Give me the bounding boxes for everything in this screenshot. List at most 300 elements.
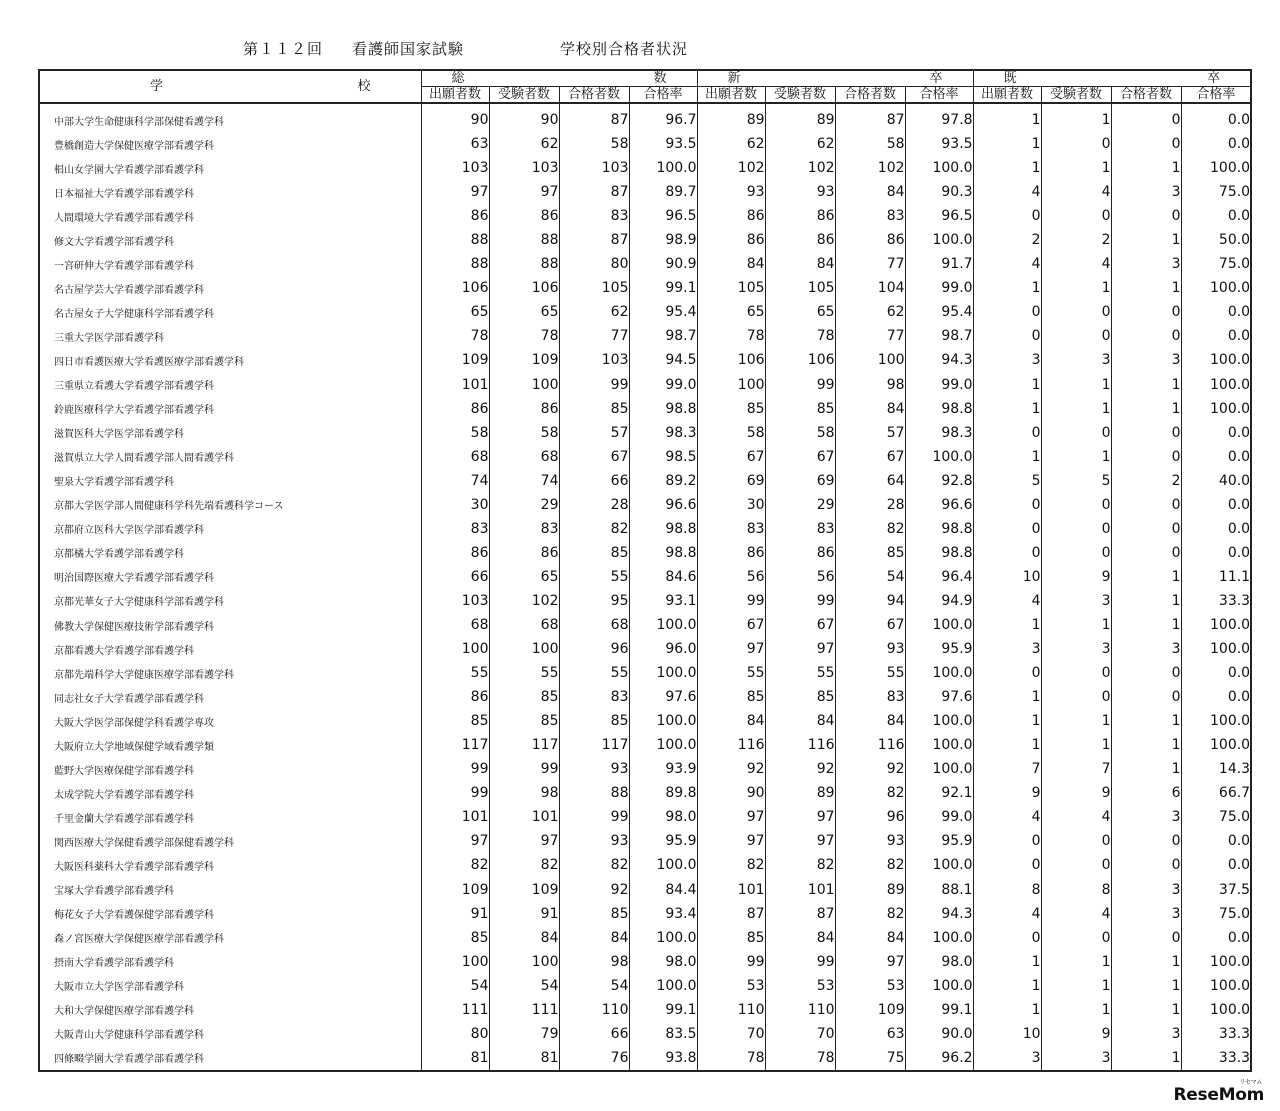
value-cell: 100: [489, 373, 559, 397]
value-cell: 1: [1111, 1046, 1181, 1071]
value-cell: 103: [421, 156, 489, 180]
value-cell: 92.1: [905, 781, 973, 805]
value-cell: 88: [559, 781, 629, 805]
value-cell: 82: [559, 517, 629, 541]
value-cell: 100.0: [629, 661, 697, 685]
school-name-cell: 大和大学保健医療学部看護学科: [54, 1006, 194, 1018]
value-cell: 0.0: [1181, 132, 1251, 156]
value-cell: 80: [421, 1022, 489, 1046]
value-cell: 97: [421, 829, 489, 853]
value-cell: 95: [559, 589, 629, 613]
value-cell: 86: [697, 541, 765, 565]
value-cell: 0: [1041, 493, 1111, 517]
value-cell: 0: [1111, 661, 1181, 685]
value-cell: 68: [559, 613, 629, 637]
table-row: [39, 805, 1251, 829]
value-cell: 54: [559, 974, 629, 998]
school-name-cell: 修文大学看護学部看護学科: [54, 236, 174, 248]
value-cell: 82: [835, 902, 905, 926]
value-cell: 67: [835, 445, 905, 469]
value-cell: 54: [835, 565, 905, 589]
value-cell: 87: [559, 228, 629, 252]
value-cell: 98: [489, 781, 559, 805]
value-cell: 2: [973, 228, 1041, 252]
value-cell: 109: [835, 998, 905, 1022]
subheader-cell: 合格率: [905, 87, 973, 104]
value-cell: 65: [489, 300, 559, 324]
table-row: [39, 709, 1251, 733]
value-cell: 58: [835, 132, 905, 156]
value-cell: 100: [489, 637, 559, 661]
value-cell: 28: [559, 493, 629, 517]
value-cell: 0.0: [1181, 541, 1251, 565]
group-new-right: 卒: [929, 71, 943, 86]
value-cell: 1: [1111, 565, 1181, 589]
value-cell: 106: [697, 348, 765, 372]
value-cell: 0: [1041, 926, 1111, 950]
value-cell: 90.0: [905, 1022, 973, 1046]
value-cell: 0: [973, 324, 1041, 348]
value-cell: 84: [765, 252, 835, 276]
value-cell: 84: [489, 926, 559, 950]
value-cell: 1: [1111, 974, 1181, 998]
value-cell: 110: [697, 998, 765, 1022]
value-cell: 109: [489, 878, 559, 902]
value-cell: 98.0: [629, 805, 697, 829]
value-cell: 84: [697, 252, 765, 276]
value-cell: 4: [973, 805, 1041, 829]
value-cell: 9: [1041, 781, 1111, 805]
subheader-cell: 受験者数: [1041, 87, 1111, 104]
value-cell: 1: [1041, 733, 1111, 757]
school-name-cell: 一宮研伸大学看護学部看護学科: [54, 260, 194, 272]
value-cell: 1: [1111, 733, 1181, 757]
value-cell: 0.0: [1181, 853, 1251, 877]
value-cell: 2: [1041, 228, 1111, 252]
value-cell: 68: [489, 445, 559, 469]
school-name-cell: 京都府立医科大学医学部看護学科: [54, 525, 204, 537]
school-name-cell: 聖泉大学看護学部看護学科: [54, 477, 174, 489]
value-cell: 98.3: [905, 421, 973, 445]
value-cell: 91: [421, 902, 489, 926]
value-cell: 100.0: [905, 733, 973, 757]
value-cell: 1: [973, 156, 1041, 180]
value-cell: 100.0: [629, 156, 697, 180]
value-cell: 8: [973, 878, 1041, 902]
value-cell: 86: [421, 204, 489, 228]
value-cell: 86: [489, 397, 559, 421]
value-cell: 0: [1041, 541, 1111, 565]
value-cell: 85: [421, 926, 489, 950]
value-cell: 95.9: [629, 829, 697, 853]
value-cell: 103: [559, 156, 629, 180]
value-cell: 91: [489, 902, 559, 926]
value-cell: 2: [1111, 469, 1181, 493]
table-row: [39, 493, 1251, 517]
value-cell: 1: [1041, 998, 1111, 1022]
value-cell: 86: [765, 541, 835, 565]
value-cell: 89.7: [629, 180, 697, 204]
value-cell: 3: [1111, 252, 1181, 276]
group-past-left: 既: [1003, 71, 1017, 86]
table-row: [39, 853, 1251, 877]
value-cell: 98.0: [629, 950, 697, 974]
table-row: [39, 156, 1251, 180]
value-cell: 3: [1111, 180, 1181, 204]
value-cell: 93.4: [629, 902, 697, 926]
value-cell: 100.0: [905, 926, 973, 950]
value-cell: 6: [1111, 781, 1181, 805]
value-cell: 99: [765, 950, 835, 974]
value-cell: 116: [835, 733, 905, 757]
value-cell: 1: [1111, 228, 1181, 252]
value-cell: 65: [489, 565, 559, 589]
value-cell: 101: [489, 805, 559, 829]
value-cell: 85: [489, 685, 559, 709]
value-cell: 58: [765, 421, 835, 445]
value-cell: 80: [559, 252, 629, 276]
value-cell: 55: [559, 661, 629, 685]
value-cell: 0.0: [1181, 324, 1251, 348]
table-row: [39, 998, 1251, 1022]
value-cell: 63: [835, 1022, 905, 1046]
value-cell: 101: [421, 373, 489, 397]
value-cell: 83: [559, 204, 629, 228]
value-cell: 93: [559, 757, 629, 781]
value-cell: 1: [1111, 589, 1181, 613]
value-cell: 84: [835, 397, 905, 421]
value-cell: 100.0: [1181, 156, 1251, 180]
value-cell: 86: [697, 204, 765, 228]
value-cell: 29: [489, 493, 559, 517]
value-cell: 83: [835, 204, 905, 228]
school-name-cell: 藍野大学医療保健学部看護学科: [54, 765, 194, 777]
value-cell: 110: [559, 998, 629, 1022]
value-cell: 75.0: [1181, 180, 1251, 204]
value-cell: 105: [697, 276, 765, 300]
value-cell: 5: [973, 469, 1041, 493]
value-cell: 100.0: [1181, 998, 1251, 1022]
value-cell: 85: [835, 541, 905, 565]
value-cell: 83: [697, 517, 765, 541]
value-cell: 82: [835, 781, 905, 805]
school-name-cell: 人間環境大学看護学部看護学科: [54, 212, 194, 224]
value-cell: 30: [421, 493, 489, 517]
value-cell: 9: [1041, 1022, 1111, 1046]
value-cell: 62: [489, 132, 559, 156]
value-cell: 111: [421, 998, 489, 1022]
value-cell: 86: [489, 541, 559, 565]
table-row: [39, 685, 1251, 709]
value-cell: 1: [1111, 276, 1181, 300]
value-cell: 0: [1111, 541, 1181, 565]
value-cell: 96.0: [629, 637, 697, 661]
value-cell: 100.0: [1181, 276, 1251, 300]
table-row: [39, 228, 1251, 252]
school-name-cell: 大阪大学医学部保健学科看護学専攻: [54, 717, 214, 729]
value-cell: 100.0: [629, 926, 697, 950]
school-name-cell: 明治国際医療大学看護学部看護学科: [54, 573, 214, 585]
value-cell: 87: [559, 180, 629, 204]
school-name-cell: 同志社女子大学看護学部看護学科: [54, 693, 204, 705]
value-cell: 91.7: [905, 252, 973, 276]
table-row: [39, 1022, 1251, 1046]
table-row: [39, 252, 1251, 276]
value-cell: 3: [973, 1046, 1041, 1071]
table-row: [39, 180, 1251, 204]
value-cell: 62: [765, 132, 835, 156]
value-cell: 78: [697, 1046, 765, 1071]
value-cell: 0: [973, 541, 1041, 565]
value-cell: 0.0: [1181, 493, 1251, 517]
value-cell: 98.3: [629, 421, 697, 445]
group-total-left: 総: [451, 71, 465, 86]
value-cell: 86: [765, 228, 835, 252]
value-cell: 97: [489, 829, 559, 853]
value-cell: 69: [765, 469, 835, 493]
value-cell: 56: [697, 565, 765, 589]
value-cell: 3: [1111, 1022, 1181, 1046]
value-cell: 100.0: [629, 709, 697, 733]
value-cell: 0: [1041, 421, 1111, 445]
value-cell: 81: [489, 1046, 559, 1071]
value-cell: 55: [697, 661, 765, 685]
value-cell: 78: [765, 1046, 835, 1071]
table-row: [39, 589, 1251, 613]
value-cell: 1: [1041, 156, 1111, 180]
value-cell: 74: [489, 469, 559, 493]
value-cell: 100.0: [905, 156, 973, 180]
value-cell: 4: [973, 902, 1041, 926]
value-cell: 0: [1111, 421, 1181, 445]
value-cell: 99.0: [905, 276, 973, 300]
school-name-cell: 名古屋女子大学健康科学部看護学科: [54, 308, 214, 320]
value-cell: 100.0: [1181, 709, 1251, 733]
value-cell: 106: [765, 348, 835, 372]
value-cell: 100: [697, 373, 765, 397]
value-cell: 86: [489, 204, 559, 228]
value-cell: 3: [1111, 348, 1181, 372]
value-cell: 0: [973, 853, 1041, 877]
table-row: [39, 829, 1251, 853]
value-cell: 62: [697, 132, 765, 156]
value-cell: 99.1: [629, 998, 697, 1022]
value-cell: 100.0: [1181, 348, 1251, 372]
value-cell: 10: [973, 1022, 1041, 1046]
value-cell: 116: [697, 733, 765, 757]
value-cell: 93.5: [629, 132, 697, 156]
value-cell: 116: [765, 733, 835, 757]
value-cell: 1: [1041, 613, 1111, 637]
table-row: [39, 421, 1251, 445]
value-cell: 97.6: [905, 685, 973, 709]
value-cell: 55: [559, 565, 629, 589]
value-cell: 70: [765, 1022, 835, 1046]
school-name-cell: 宝塚大学看護学部看護学科: [54, 886, 174, 898]
value-cell: 94.3: [905, 348, 973, 372]
value-cell: 100: [421, 637, 489, 661]
value-cell: 97.6: [629, 685, 697, 709]
value-cell: 105: [765, 276, 835, 300]
table-row: [39, 926, 1251, 950]
value-cell: 1: [973, 103, 1041, 132]
value-cell: 100.0: [905, 445, 973, 469]
value-cell: 54: [489, 974, 559, 998]
value-cell: 90: [421, 103, 489, 132]
value-cell: 88: [421, 228, 489, 252]
value-cell: 86: [421, 541, 489, 565]
school-name-cell: 太成学院大学看護学部看護学科: [54, 789, 194, 801]
value-cell: 98.8: [629, 517, 697, 541]
value-cell: 1: [973, 709, 1041, 733]
value-cell: 57: [835, 421, 905, 445]
value-cell: 98.7: [629, 324, 697, 348]
subheader-cell: 受験者数: [489, 87, 559, 104]
value-cell: 75.0: [1181, 805, 1251, 829]
value-cell: 0.0: [1181, 685, 1251, 709]
value-cell: 1: [1111, 156, 1181, 180]
value-cell: 0.0: [1181, 421, 1251, 445]
value-cell: 98.7: [905, 324, 973, 348]
value-cell: 95.4: [905, 300, 973, 324]
table-row: [39, 661, 1251, 685]
value-cell: 86: [697, 228, 765, 252]
value-cell: 98.8: [905, 541, 973, 565]
value-cell: 0.0: [1181, 517, 1251, 541]
value-cell: 82: [835, 517, 905, 541]
value-cell: 99: [697, 589, 765, 613]
value-cell: 0: [1111, 685, 1181, 709]
value-cell: 100.0: [905, 661, 973, 685]
value-cell: 101: [421, 805, 489, 829]
value-cell: 66: [421, 565, 489, 589]
value-cell: 77: [559, 324, 629, 348]
value-cell: 98.8: [629, 541, 697, 565]
value-cell: 66: [559, 1022, 629, 1046]
value-cell: 95.9: [905, 637, 973, 661]
value-cell: 0: [1041, 517, 1111, 541]
value-cell: 102: [489, 589, 559, 613]
value-cell: 93: [765, 180, 835, 204]
value-cell: 75.0: [1181, 902, 1251, 926]
value-cell: 89.8: [629, 781, 697, 805]
value-cell: 1: [973, 276, 1041, 300]
value-cell: 0.0: [1181, 300, 1251, 324]
value-cell: 99: [559, 805, 629, 829]
value-cell: 100.0: [905, 974, 973, 998]
school-name-cell: 佛教大学保健医療技術学部看護学科: [54, 621, 214, 633]
value-cell: 85: [421, 709, 489, 733]
value-cell: 86: [421, 397, 489, 421]
value-cell: 100.0: [905, 709, 973, 733]
value-cell: 98.8: [629, 397, 697, 421]
value-cell: 83: [559, 685, 629, 709]
value-cell: 93: [559, 829, 629, 853]
school-name-cell: 摂南大学看護学部看護学科: [54, 958, 174, 970]
school-name-cell: 日本福祉大学看護学部看護学科: [54, 188, 194, 200]
value-cell: 76: [559, 1046, 629, 1071]
value-cell: 87: [765, 902, 835, 926]
value-cell: 100.0: [629, 733, 697, 757]
value-cell: 85: [559, 541, 629, 565]
value-cell: 84.4: [629, 878, 697, 902]
value-cell: 3: [1041, 1046, 1111, 1071]
value-cell: 100.0: [629, 974, 697, 998]
value-cell: 97.8: [905, 103, 973, 132]
table-row: [39, 204, 1251, 228]
value-cell: 85: [559, 709, 629, 733]
subheader-cell: 合格者数: [835, 87, 905, 104]
value-cell: 1: [973, 397, 1041, 421]
value-cell: 5: [1041, 469, 1111, 493]
table-row: [39, 445, 1251, 469]
value-cell: 0: [1041, 829, 1111, 853]
value-cell: 93: [835, 637, 905, 661]
value-cell: 9: [1041, 565, 1111, 589]
value-cell: 30: [697, 493, 765, 517]
value-cell: 100.0: [1181, 637, 1251, 661]
value-cell: 4: [1041, 252, 1111, 276]
value-cell: 90.9: [629, 252, 697, 276]
subheader-cell: 出願者数: [421, 87, 489, 104]
value-cell: 99: [697, 950, 765, 974]
table-row: [39, 300, 1251, 324]
value-cell: 84: [835, 709, 905, 733]
value-cell: 94.9: [905, 589, 973, 613]
value-cell: 88.1: [905, 878, 973, 902]
value-cell: 37.5: [1181, 878, 1251, 902]
value-cell: 95.4: [629, 300, 697, 324]
value-cell: 0: [973, 661, 1041, 685]
value-cell: 0: [973, 300, 1041, 324]
value-cell: 99: [765, 589, 835, 613]
value-cell: 0: [1041, 204, 1111, 228]
value-cell: 117: [421, 733, 489, 757]
value-cell: 85: [697, 397, 765, 421]
school-name-cell: 京都大学医学部人間健康科学科先端看護科学コース: [54, 501, 284, 513]
value-cell: 58: [489, 421, 559, 445]
exam-name: 看護師国家試験: [352, 40, 465, 58]
table-row: [39, 733, 1251, 757]
value-cell: 0: [1111, 132, 1181, 156]
value-cell: 100.0: [905, 613, 973, 637]
school-name-cell: 大阪市立大学医学部看護学科: [54, 982, 184, 994]
value-cell: 97: [697, 637, 765, 661]
value-cell: 33.3: [1181, 1022, 1251, 1046]
value-cell: 92: [697, 757, 765, 781]
value-cell: 102: [835, 156, 905, 180]
value-cell: 99: [489, 757, 559, 781]
value-cell: 0: [1111, 204, 1181, 228]
value-cell: 97: [765, 829, 835, 853]
value-cell: 99.0: [629, 373, 697, 397]
value-cell: 90: [489, 103, 559, 132]
value-cell: 84: [765, 709, 835, 733]
value-cell: 55: [765, 661, 835, 685]
value-cell: 3: [973, 637, 1041, 661]
value-cell: 1: [973, 613, 1041, 637]
value-cell: 0: [1111, 853, 1181, 877]
value-cell: 0: [973, 926, 1041, 950]
value-cell: 83: [835, 685, 905, 709]
value-cell: 99.1: [905, 998, 973, 1022]
value-cell: 14.3: [1181, 757, 1251, 781]
school-name-cell: 関西医療大学保健看護学部保健看護学科: [54, 837, 234, 849]
value-cell: 0.0: [1181, 103, 1251, 132]
value-cell: 0: [1111, 493, 1181, 517]
school-name-cell: 豊橋創造大学保健医療学部看護学科: [54, 140, 214, 152]
value-cell: 99.0: [905, 373, 973, 397]
